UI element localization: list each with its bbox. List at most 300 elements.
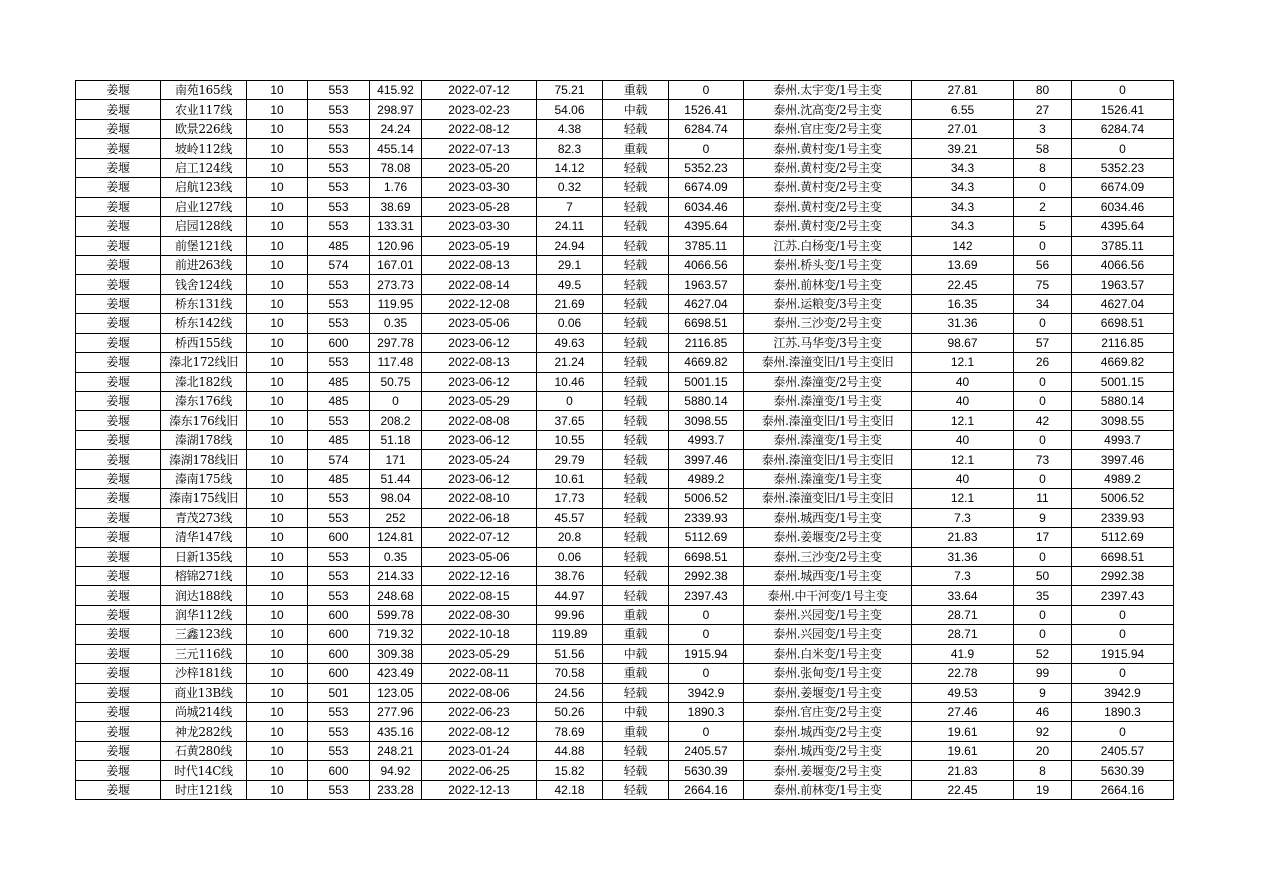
cell-load-rate: 44.97 xyxy=(537,586,603,605)
cell-available-capacity: 0 xyxy=(669,625,744,644)
cell-available-capacity: 4993.7 xyxy=(669,430,744,449)
cell-spare-capacity: 3942.9 xyxy=(1072,683,1174,702)
cell-transformer-load-rate: 34.3 xyxy=(912,178,1014,197)
cell-available-capacity: 4627.04 xyxy=(669,294,744,313)
table-row xyxy=(76,197,1174,216)
cell-district: 姜堰 xyxy=(76,547,161,566)
cell-count: 0 xyxy=(1014,236,1072,255)
cell-district: 姜堰 xyxy=(76,217,161,236)
cell-load-status: 轻载 xyxy=(603,236,669,255)
cell-substation-transformer: 泰州.张甸变/1号主变 xyxy=(744,664,912,683)
table-row xyxy=(76,430,1174,449)
cell-date: 2023-05-29 xyxy=(422,392,537,411)
cell-load-rate: 4.38 xyxy=(537,119,603,138)
cell-substation-transformer: 泰州.三沙变/2号主变 xyxy=(744,314,912,333)
cell-voltage: 10 xyxy=(247,411,308,430)
cell-district: 姜堰 xyxy=(76,372,161,391)
cell-max-load: 719.32 xyxy=(370,625,422,644)
cell-district: 姜堰 xyxy=(76,586,161,605)
cell-max-load: 117.48 xyxy=(370,353,422,372)
table-row xyxy=(76,255,1174,274)
cell-capacity: 485 xyxy=(308,392,370,411)
cell-voltage: 10 xyxy=(247,722,308,741)
cell-line-name: 启工124线 xyxy=(161,158,247,177)
cell-voltage: 10 xyxy=(247,81,308,100)
cell-load-status: 中载 xyxy=(603,100,669,119)
cell-transformer-load-rate: 27.46 xyxy=(912,703,1014,722)
cell-capacity: 553 xyxy=(308,780,370,799)
cell-max-load: 273.73 xyxy=(370,275,422,294)
table-row xyxy=(76,528,1174,547)
table-row xyxy=(76,217,1174,236)
cell-line-name: 润华112线 xyxy=(161,605,247,624)
cell-spare-capacity: 4993.7 xyxy=(1072,430,1174,449)
cell-line-name: 商业13B线 xyxy=(161,683,247,702)
cell-count: 17 xyxy=(1014,528,1072,547)
cell-district: 姜堰 xyxy=(76,761,161,780)
cell-count: 0 xyxy=(1014,547,1072,566)
cell-voltage: 10 xyxy=(247,625,308,644)
cell-capacity: 501 xyxy=(308,683,370,702)
cell-substation-transformer: 泰州.姜堰变/1号主变 xyxy=(744,683,912,702)
cell-load-rate: 70.58 xyxy=(537,664,603,683)
table-row xyxy=(76,333,1174,352)
cell-line-name: 青茂273线 xyxy=(161,508,247,527)
cell-count: 80 xyxy=(1014,81,1072,100)
table-row xyxy=(76,547,1174,566)
cell-load-status: 轻载 xyxy=(603,586,669,605)
cell-load-status: 轻载 xyxy=(603,566,669,585)
cell-transformer-load-rate: 7.3 xyxy=(912,566,1014,585)
cell-capacity: 553 xyxy=(308,741,370,760)
cell-substation-transformer: 泰州.姜堰变/2号主变 xyxy=(744,528,912,547)
cell-line-name: 润达188线 xyxy=(161,586,247,605)
cell-date: 2023-05-29 xyxy=(422,644,537,663)
cell-max-load: 233.28 xyxy=(370,780,422,799)
cell-voltage: 10 xyxy=(247,139,308,158)
cell-date: 2022-07-12 xyxy=(422,81,537,100)
table-row xyxy=(76,586,1174,605)
cell-capacity: 553 xyxy=(308,158,370,177)
cell-load-rate: 50.26 xyxy=(537,703,603,722)
cell-date: 2023-02-23 xyxy=(422,100,537,119)
cell-load-status: 中载 xyxy=(603,644,669,663)
cell-available-capacity: 5880.14 xyxy=(669,392,744,411)
cell-max-load: 51.44 xyxy=(370,469,422,488)
cell-date: 2022-12-16 xyxy=(422,566,537,585)
cell-transformer-load-rate: 22.78 xyxy=(912,664,1014,683)
cell-substation-transformer: 泰州.溱潼变/1号主变 xyxy=(744,469,912,488)
cell-max-load: 298.97 xyxy=(370,100,422,119)
table-row xyxy=(76,294,1174,313)
cell-available-capacity: 1915.94 xyxy=(669,644,744,663)
cell-load-status: 轻载 xyxy=(603,314,669,333)
cell-voltage: 10 xyxy=(247,508,308,527)
cell-load-rate: 49.63 xyxy=(537,333,603,352)
cell-load-status: 轻载 xyxy=(603,158,669,177)
cell-available-capacity: 5006.52 xyxy=(669,489,744,508)
cell-line-name: 神龙282线 xyxy=(161,722,247,741)
cell-line-name: 清华147线 xyxy=(161,528,247,547)
cell-district: 姜堰 xyxy=(76,664,161,683)
cell-substation-transformer: 泰州.姜堰变/2号主变 xyxy=(744,761,912,780)
cell-available-capacity: 3942.9 xyxy=(669,683,744,702)
cell-available-capacity: 6698.51 xyxy=(669,314,744,333)
table-row xyxy=(76,644,1174,663)
table-row xyxy=(76,100,1174,119)
cell-load-rate: 7 xyxy=(537,197,603,216)
cell-district: 姜堰 xyxy=(76,197,161,216)
cell-count: 2 xyxy=(1014,197,1072,216)
cell-substation-transformer: 泰州.桥头变/1号主变 xyxy=(744,255,912,274)
cell-district: 姜堰 xyxy=(76,741,161,760)
cell-substation-transformer: 泰州.三沙变/2号主变 xyxy=(744,547,912,566)
cell-max-load: 98.04 xyxy=(370,489,422,508)
cell-available-capacity: 2405.57 xyxy=(669,741,744,760)
cell-max-load: 51.18 xyxy=(370,430,422,449)
cell-max-load: 435.16 xyxy=(370,722,422,741)
cell-count: 35 xyxy=(1014,586,1072,605)
cell-district: 姜堰 xyxy=(76,139,161,158)
cell-date: 2023-06-12 xyxy=(422,469,537,488)
cell-transformer-load-rate: 22.45 xyxy=(912,275,1014,294)
cell-date: 2022-08-08 xyxy=(422,411,537,430)
cell-spare-capacity: 5880.14 xyxy=(1072,392,1174,411)
cell-date: 2023-05-19 xyxy=(422,236,537,255)
cell-date: 2022-06-23 xyxy=(422,703,537,722)
cell-substation-transformer: 泰州.溱潼变旧/1号主变旧 xyxy=(744,411,912,430)
cell-voltage: 10 xyxy=(247,353,308,372)
cell-date: 2022-08-30 xyxy=(422,605,537,624)
cell-substation-transformer: 泰州.溱潼变旧/1号主变旧 xyxy=(744,489,912,508)
cell-count: 34 xyxy=(1014,294,1072,313)
cell-date: 2022-10-18 xyxy=(422,625,537,644)
table-row xyxy=(76,411,1174,430)
cell-max-load: 248.21 xyxy=(370,741,422,760)
cell-capacity: 553 xyxy=(308,275,370,294)
table-row xyxy=(76,372,1174,391)
cell-substation-transformer: 江苏.马华变/3号主变 xyxy=(744,333,912,352)
cell-line-name: 溱湖178线旧 xyxy=(161,450,247,469)
cell-substation-transformer: 泰州.城西变/2号主变 xyxy=(744,722,912,741)
cell-transformer-load-rate: 22.45 xyxy=(912,780,1014,799)
cell-line-name: 农业117线 xyxy=(161,100,247,119)
cell-load-status: 轻载 xyxy=(603,489,669,508)
cell-max-load: 415.92 xyxy=(370,81,422,100)
table-row xyxy=(76,508,1174,527)
cell-voltage: 10 xyxy=(247,644,308,663)
cell-available-capacity: 2397.43 xyxy=(669,586,744,605)
cell-substation-transformer: 泰州.城西变/2号主变 xyxy=(744,741,912,760)
cell-count: 9 xyxy=(1014,683,1072,702)
cell-max-load: 252 xyxy=(370,508,422,527)
table-row xyxy=(76,703,1174,722)
cell-date: 2023-03-30 xyxy=(422,217,537,236)
cell-spare-capacity: 0 xyxy=(1072,81,1174,100)
cell-date: 2022-12-08 xyxy=(422,294,537,313)
cell-substation-transformer: 泰州.兴园变/1号主变 xyxy=(744,625,912,644)
cell-available-capacity: 0 xyxy=(669,81,744,100)
cell-line-name: 溱北182线 xyxy=(161,372,247,391)
cell-count: 56 xyxy=(1014,255,1072,274)
cell-max-load: 423.49 xyxy=(370,664,422,683)
cell-spare-capacity: 4627.04 xyxy=(1072,294,1174,313)
cell-district: 姜堰 xyxy=(76,392,161,411)
cell-available-capacity: 5001.15 xyxy=(669,372,744,391)
cell-district: 姜堰 xyxy=(76,469,161,488)
cell-transformer-load-rate: 31.36 xyxy=(912,547,1014,566)
cell-voltage: 10 xyxy=(247,275,308,294)
cell-substation-transformer: 泰州.黄村变/2号主变 xyxy=(744,158,912,177)
cell-available-capacity: 6698.51 xyxy=(669,547,744,566)
cell-date: 2023-06-12 xyxy=(422,333,537,352)
table-row xyxy=(76,780,1174,799)
cell-count: 11 xyxy=(1014,489,1072,508)
cell-line-name: 溱湖178线 xyxy=(161,430,247,449)
table-row xyxy=(76,722,1174,741)
cell-available-capacity: 5630.39 xyxy=(669,761,744,780)
cell-transformer-load-rate: 142 xyxy=(912,236,1014,255)
cell-voltage: 10 xyxy=(247,528,308,547)
cell-load-rate: 21.24 xyxy=(537,353,603,372)
cell-date: 2023-06-12 xyxy=(422,372,537,391)
cell-load-status: 轻载 xyxy=(603,294,669,313)
cell-spare-capacity: 5630.39 xyxy=(1072,761,1174,780)
cell-max-load: 120.96 xyxy=(370,236,422,255)
cell-load-rate: 99.96 xyxy=(537,605,603,624)
cell-spare-capacity: 0 xyxy=(1072,625,1174,644)
cell-transformer-load-rate: 34.3 xyxy=(912,158,1014,177)
cell-load-rate: 75.21 xyxy=(537,81,603,100)
cell-available-capacity: 1890.3 xyxy=(669,703,744,722)
cell-transformer-load-rate: 39.21 xyxy=(912,139,1014,158)
cell-substation-transformer: 泰州.白米变/1号主变 xyxy=(744,644,912,663)
cell-load-status: 轻载 xyxy=(603,683,669,702)
cell-capacity: 600 xyxy=(308,625,370,644)
cell-date: 2023-03-30 xyxy=(422,178,537,197)
cell-date: 2023-01-24 xyxy=(422,741,537,760)
cell-line-name: 南苑165线 xyxy=(161,81,247,100)
cell-load-status: 轻载 xyxy=(603,275,669,294)
cell-count: 8 xyxy=(1014,761,1072,780)
cell-capacity: 553 xyxy=(308,411,370,430)
cell-load-rate: 14.12 xyxy=(537,158,603,177)
cell-load-rate: 78.69 xyxy=(537,722,603,741)
cell-date: 2022-08-13 xyxy=(422,255,537,274)
cell-transformer-load-rate: 28.71 xyxy=(912,605,1014,624)
cell-count: 20 xyxy=(1014,741,1072,760)
cell-district: 姜堰 xyxy=(76,703,161,722)
cell-count: 42 xyxy=(1014,411,1072,430)
cell-voltage: 10 xyxy=(247,761,308,780)
cell-transformer-load-rate: 98.67 xyxy=(912,333,1014,352)
cell-available-capacity: 0 xyxy=(669,605,744,624)
cell-district: 姜堰 xyxy=(76,508,161,527)
cell-load-rate: 0 xyxy=(537,392,603,411)
cell-available-capacity: 6284.74 xyxy=(669,119,744,138)
cell-substation-transformer: 泰州.溱潼变旧/1号主变旧 xyxy=(744,450,912,469)
cell-capacity: 553 xyxy=(308,139,370,158)
cell-voltage: 10 xyxy=(247,178,308,197)
cell-line-name: 溱北172线旧 xyxy=(161,353,247,372)
cell-date: 2023-05-20 xyxy=(422,158,537,177)
cell-date: 2022-08-11 xyxy=(422,664,537,683)
cell-available-capacity: 4066.56 xyxy=(669,255,744,274)
cell-capacity: 553 xyxy=(308,197,370,216)
cell-date: 2023-05-06 xyxy=(422,314,537,333)
table-row xyxy=(76,566,1174,585)
cell-date: 2022-07-13 xyxy=(422,139,537,158)
table-row xyxy=(76,469,1174,488)
cell-capacity: 553 xyxy=(308,353,370,372)
cell-load-status: 重载 xyxy=(603,722,669,741)
cell-max-load: 1.76 xyxy=(370,178,422,197)
cell-line-name: 日新135线 xyxy=(161,547,247,566)
cell-max-load: 171 xyxy=(370,450,422,469)
cell-district: 姜堰 xyxy=(76,81,161,100)
cell-substation-transformer: 江苏.白杨变/1号主变 xyxy=(744,236,912,255)
cell-available-capacity: 4989.2 xyxy=(669,469,744,488)
cell-count: 8 xyxy=(1014,158,1072,177)
cell-line-name: 启航123线 xyxy=(161,178,247,197)
cell-line-name: 钱舍124线 xyxy=(161,275,247,294)
cell-available-capacity: 2116.85 xyxy=(669,333,744,352)
cell-line-name: 桥东131线 xyxy=(161,294,247,313)
cell-line-name: 前进263线 xyxy=(161,255,247,274)
cell-voltage: 10 xyxy=(247,158,308,177)
cell-district: 姜堰 xyxy=(76,528,161,547)
cell-capacity: 553 xyxy=(308,217,370,236)
cell-max-load: 0.35 xyxy=(370,314,422,333)
cell-capacity: 574 xyxy=(308,255,370,274)
cell-line-name: 溱南175线旧 xyxy=(161,489,247,508)
cell-line-name: 溱南175线 xyxy=(161,469,247,488)
cell-count: 46 xyxy=(1014,703,1072,722)
cell-max-load: 94.92 xyxy=(370,761,422,780)
table-row xyxy=(76,275,1174,294)
cell-line-name: 前堡121线 xyxy=(161,236,247,255)
cell-substation-transformer: 泰州.黄村变/2号主变 xyxy=(744,197,912,216)
cell-line-name: 桥西155线 xyxy=(161,333,247,352)
cell-capacity: 600 xyxy=(308,664,370,683)
cell-voltage: 10 xyxy=(247,119,308,138)
cell-load-rate: 49.5 xyxy=(537,275,603,294)
cell-capacity: 574 xyxy=(308,450,370,469)
cell-count: 50 xyxy=(1014,566,1072,585)
data-table xyxy=(75,80,1174,800)
cell-transformer-load-rate: 33.64 xyxy=(912,586,1014,605)
cell-transformer-load-rate: 7.3 xyxy=(912,508,1014,527)
table-row xyxy=(76,683,1174,702)
cell-load-rate: 24.94 xyxy=(537,236,603,255)
cell-voltage: 10 xyxy=(247,547,308,566)
cell-date: 2022-08-12 xyxy=(422,722,537,741)
cell-load-rate: 0.06 xyxy=(537,314,603,333)
cell-available-capacity: 2339.93 xyxy=(669,508,744,527)
cell-capacity: 485 xyxy=(308,430,370,449)
cell-voltage: 10 xyxy=(247,586,308,605)
cell-load-status: 轻载 xyxy=(603,761,669,780)
cell-date: 2022-08-15 xyxy=(422,586,537,605)
cell-district: 姜堰 xyxy=(76,683,161,702)
cell-spare-capacity: 2116.85 xyxy=(1072,333,1174,352)
cell-voltage: 10 xyxy=(247,683,308,702)
cell-spare-capacity: 4989.2 xyxy=(1072,469,1174,488)
cell-load-rate: 10.46 xyxy=(537,372,603,391)
cell-transformer-load-rate: 40 xyxy=(912,372,1014,391)
cell-max-load: 599.78 xyxy=(370,605,422,624)
cell-available-capacity: 1526.41 xyxy=(669,100,744,119)
cell-line-name: 欧景226线 xyxy=(161,119,247,138)
cell-substation-transformer: 泰州.黄村变/2号主变 xyxy=(744,178,912,197)
cell-capacity: 553 xyxy=(308,314,370,333)
cell-count: 19 xyxy=(1014,780,1072,799)
cell-transformer-load-rate: 12.1 xyxy=(912,411,1014,430)
cell-capacity: 553 xyxy=(308,586,370,605)
cell-capacity: 553 xyxy=(308,294,370,313)
table-row xyxy=(76,178,1174,197)
cell-transformer-load-rate: 34.3 xyxy=(912,217,1014,236)
table-row xyxy=(76,139,1174,158)
cell-load-status: 轻载 xyxy=(603,547,669,566)
cell-capacity: 600 xyxy=(308,528,370,547)
cell-transformer-load-rate: 40 xyxy=(912,392,1014,411)
cell-voltage: 10 xyxy=(247,100,308,119)
cell-district: 姜堰 xyxy=(76,178,161,197)
cell-transformer-load-rate: 34.3 xyxy=(912,197,1014,216)
cell-load-rate: 45.57 xyxy=(537,508,603,527)
table-row xyxy=(76,761,1174,780)
cell-available-capacity: 2664.16 xyxy=(669,780,744,799)
cell-spare-capacity: 6698.51 xyxy=(1072,547,1174,566)
cell-load-rate: 20.8 xyxy=(537,528,603,547)
cell-max-load: 167.01 xyxy=(370,255,422,274)
cell-spare-capacity: 2397.43 xyxy=(1072,586,1174,605)
cell-substation-transformer: 泰州.溱潼变/1号主变 xyxy=(744,430,912,449)
cell-district: 姜堰 xyxy=(76,430,161,449)
cell-capacity: 553 xyxy=(308,119,370,138)
cell-count: 3 xyxy=(1014,119,1072,138)
cell-line-name: 时代14C线 xyxy=(161,761,247,780)
cell-spare-capacity: 2664.16 xyxy=(1072,780,1174,799)
cell-district: 姜堰 xyxy=(76,294,161,313)
cell-max-load: 24.24 xyxy=(370,119,422,138)
cell-district: 姜堰 xyxy=(76,158,161,177)
cell-available-capacity: 1963.57 xyxy=(669,275,744,294)
cell-district: 姜堰 xyxy=(76,450,161,469)
cell-voltage: 10 xyxy=(247,430,308,449)
cell-date: 2022-07-12 xyxy=(422,528,537,547)
cell-capacity: 553 xyxy=(308,722,370,741)
cell-load-status: 轻载 xyxy=(603,528,669,547)
cell-transformer-load-rate: 12.1 xyxy=(912,489,1014,508)
cell-date: 2022-08-06 xyxy=(422,683,537,702)
cell-load-status: 重载 xyxy=(603,625,669,644)
cell-voltage: 10 xyxy=(247,664,308,683)
cell-substation-transformer: 泰州.溱潼变旧/1号主变旧 xyxy=(744,353,912,372)
cell-capacity: 600 xyxy=(308,644,370,663)
cell-substation-transformer: 泰州.太宇变/1号主变 xyxy=(744,81,912,100)
cell-transformer-load-rate: 16.35 xyxy=(912,294,1014,313)
cell-voltage: 10 xyxy=(247,469,308,488)
cell-voltage: 10 xyxy=(247,605,308,624)
cell-load-status: 轻载 xyxy=(603,197,669,216)
cell-spare-capacity: 2339.93 xyxy=(1072,508,1174,527)
cell-max-load: 124.81 xyxy=(370,528,422,547)
cell-substation-transformer: 泰州.官庄变/2号主变 xyxy=(744,119,912,138)
cell-substation-transformer: 泰州.沈高变/2号主变 xyxy=(744,100,912,119)
cell-max-load: 0.35 xyxy=(370,547,422,566)
